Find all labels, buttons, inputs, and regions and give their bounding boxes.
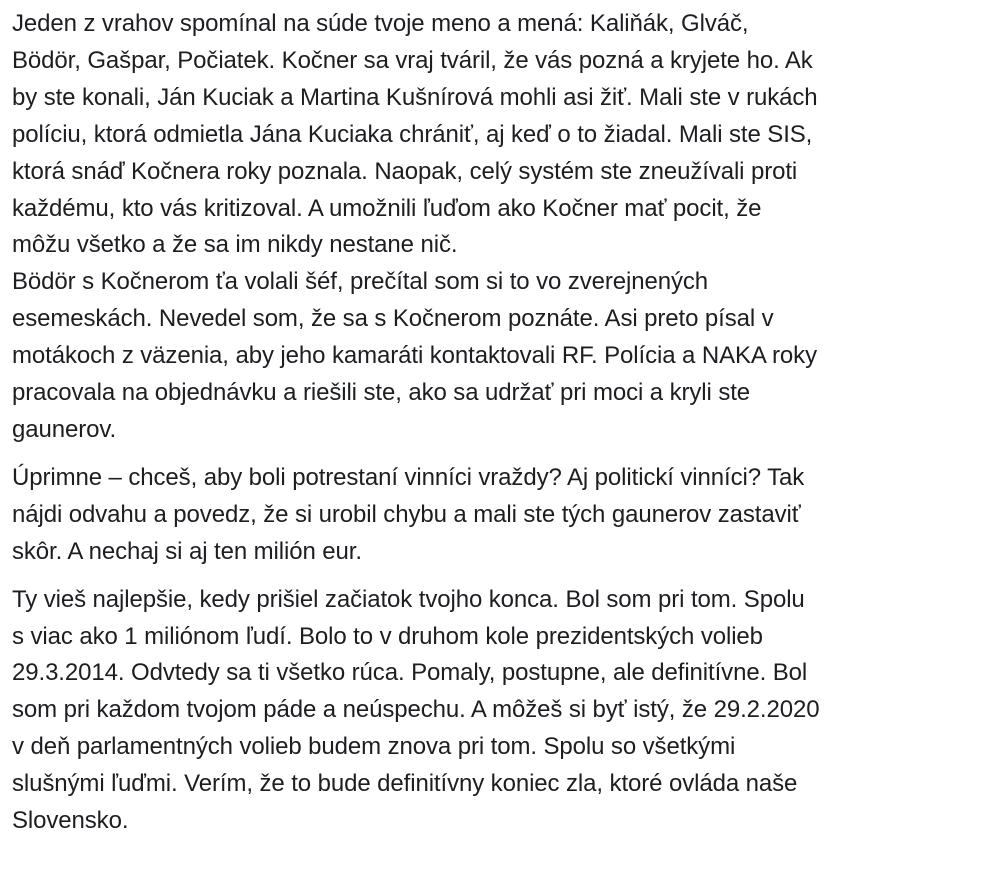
text-line: som pri každom tvojom páde a neúspechu. A môžeš si byť istý, že 29.2.2020 — [12, 696, 820, 724]
paragraph-1 — [12, 6, 990, 449]
text-line: každému, kto vás kritizoval. A umožnili ľuďom ako Kočner mať pocit, že — [12, 194, 762, 222]
paragraph-2 — [12, 460, 990, 571]
text-line: políciu, ktorá odmietla Jána Kuciaka chrániť, aj keď o to žiadal. Mali ste SIS, — [12, 120, 813, 148]
text-line: esemeskách. Nevedel som, že sa s Kočnerom poznáte. Asi preto písal v — [12, 305, 774, 333]
paragraph-3 — [12, 582, 990, 840]
text-line: by ste konali, Ján Kuciak a Martina Kušnírová mohli asi žiť. Mali ste v rukách — [12, 83, 818, 111]
text-line: gaunerov. — [12, 415, 117, 443]
text-line: Bödör s Kočnerom ťa volali šéf, prečítal som si to vo zverejnených — [12, 268, 709, 296]
paragraph-spacer — [12, 571, 990, 582]
text-line: pracovala na objednávku a riešili ste, ako sa udržať pri moci a kryli ste — [12, 379, 751, 407]
text-line: Slovensko. — [12, 807, 129, 835]
text-line: motákoch z väzenia, aby jeho kamaráti kontaktovali RF. Polícia a NAKA roky — [12, 342, 817, 370]
text-line: skôr. A nechaj si aj ten milión eur. — [12, 537, 362, 565]
text-line: slušnými ľuďmi. Verím, že to bude definitívny koniec zla, ktoré ovláda naše — [12, 770, 798, 798]
text-line: 29.3.2014. Odvtedy sa ti všetko rúca. Pomaly, postupne, ale definitívne. Bol — [12, 659, 808, 687]
text-line: Úprimne – chceš, aby boli potrestaní vinníci vraždy? Aj politickí vinníci? Tak — [12, 463, 805, 491]
text-line: nájdi odvahu a povedz, že si urobil chybu a mali ste tých gaunerov zastaviť — [12, 500, 801, 528]
text-line: v deň parlamentných volieb budem znova pri tom. Spolu so všetkými — [12, 733, 736, 761]
text-line: ktorá snáď Kočnera roky poznala. Naopak, celý systém ste zneužívali proti — [12, 157, 798, 185]
text-line: môžu všetko a že sa im nikdy nestane nič. — [12, 231, 458, 259]
text-line: Ty vieš najlepšie, kedy prišiel začiatok tvojho konca. Bol som pri tom. Spolu — [12, 585, 805, 613]
paragraph-spacer — [12, 449, 990, 460]
text-line: Bödör, Gašpar, Počiatek. Kočner sa vraj tváril, že vás pozná a kryjete ho. Ak — [12, 46, 813, 74]
post-body — [12, 6, 990, 840]
text-line: s viac ako 1 miliónom ľudí. Bolo to v druhom kole prezidentských volieb — [12, 622, 763, 650]
text-line: Jeden z vrahov spomínal na súde tvoje meno a mená: Kaliňák, Glváč, — [12, 10, 749, 37]
